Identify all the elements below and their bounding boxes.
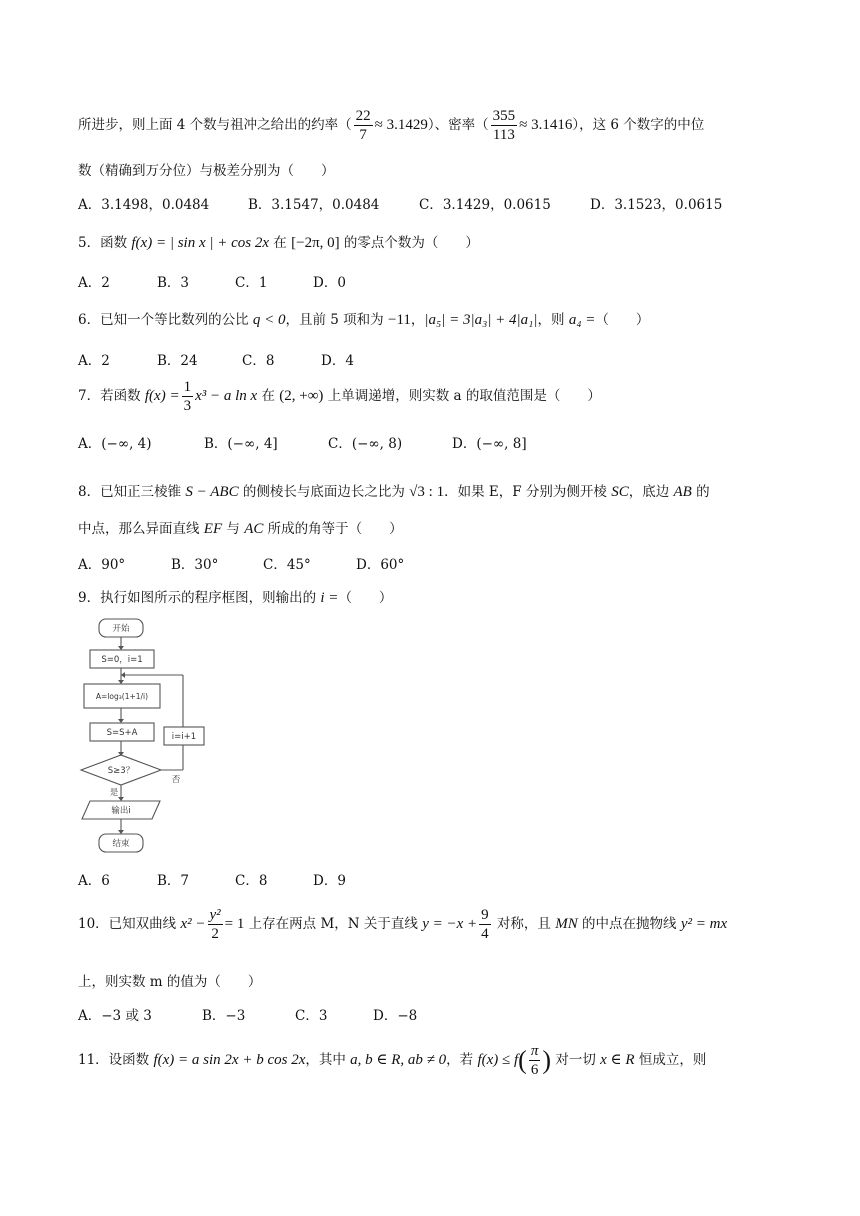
option-b[interactable]: B．(−∞, 4] xyxy=(204,436,278,452)
option-b[interactable]: B．3.1547，0.0484 xyxy=(248,197,380,213)
option-a[interactable]: A．2 xyxy=(78,275,110,291)
q10-line2: 上，则实数 m 的值为（ ） xyxy=(78,974,262,990)
q10-options xyxy=(78,1004,417,1024)
flow-sum-label: S=S+A xyxy=(106,728,138,738)
q10-line1: 10．已知双曲线 x² − $\frac{\text{y²}}{2}$ = 1 上存在两点 M，N 关于直线 y = −x + $\frac{9}{4}$ 对称，且 MN 的中点在抛物线 y² = mx xyxy=(78,907,728,942)
q8-line2: 中点，那么异面直线 EF 与 AC 所成的角等于（ ） xyxy=(78,521,403,537)
option-d[interactable]: D．(−∞, 8] xyxy=(452,436,527,452)
q8-line1: 8．已知正三棱锥 S − ABC 的侧棱长与底面边长之比为 √3 : 1．如果 E，F 分别为侧开棱 SC，底边 AB 的 xyxy=(78,484,710,500)
flow-init-label: S=0，i=1 xyxy=(101,655,143,665)
q11-stem: 11．设函数 f(x) = a sin 2x + b cos 2x，其中 a, b ∈ R, ab ≠ 0，若 f(x) ≤ f( $\frac{\pi}{6}$ ) 对一切 x ∈ R 恒成立，则 xyxy=(78,1043,707,1078)
option-c[interactable]: C．1 xyxy=(235,275,268,291)
option-c[interactable]: C．45° xyxy=(263,557,311,573)
fraction-pi-6: $\frac{\pi}{6}$ xyxy=(530,1043,539,1078)
option-d[interactable]: D．−8 xyxy=(373,1008,418,1024)
flow-end-label: 结束 xyxy=(112,839,130,849)
option-b[interactable]: B．−3 xyxy=(202,1008,246,1024)
option-a[interactable]: A．90° xyxy=(78,557,126,573)
flow-yes-label: 是 xyxy=(109,788,119,798)
fraction-1-3: $\frac{1}{3}$ xyxy=(183,379,192,414)
flow-cond-label: S≥3？ xyxy=(107,766,135,776)
q5-options xyxy=(78,271,346,291)
q4-options xyxy=(78,193,722,213)
option-c[interactable]: C．8 xyxy=(235,873,268,889)
q7-stem: 7．若函数 f(x) = $\frac{1}{3}$ x³ − a ln x 在 (2, +∞) 上单调递增，则实数 a 的取值范围是（ ） xyxy=(78,379,601,414)
option-d[interactable]: D．60° xyxy=(356,557,405,573)
flow-output-label: 输出i xyxy=(111,806,131,816)
option-c[interactable]: C．3.1429，0.0615 xyxy=(419,197,551,213)
option-a[interactable]: A．6 xyxy=(78,873,110,889)
q6-stem: 6．已知一个等比数列的公比 q < 0，且前 5 项和为 −11，|a₅| = 3|a₃| + 4|a₁|，则 a₄ =（ ） xyxy=(78,312,650,328)
q8-options xyxy=(78,553,404,573)
flowchart xyxy=(76,615,276,860)
q9-options xyxy=(78,869,346,889)
fraction-22-7: $\frac{22}{7}$ xyxy=(355,108,371,143)
option-c[interactable]: C．3 xyxy=(295,1008,328,1024)
option-d[interactable]: D．9 xyxy=(313,873,346,889)
flow-no-label: 否 xyxy=(171,775,181,785)
q7-options xyxy=(78,432,527,452)
option-b[interactable]: B．24 xyxy=(157,353,198,369)
option-a[interactable]: A．3.1498，0.0484 xyxy=(78,197,210,213)
option-c[interactable]: C．8 xyxy=(242,353,275,369)
q4-line1: 所进步，则上面 4 个数与祖冲之给出的约率（ $\frac{22}{7}$ ≈ 3.1429）、密率（ $\frac{355}{113}$ ≈ 3.1416），这 6 个数字的中位 xyxy=(78,108,705,143)
q4-line2: 数（精确到万分位）与极差分别为（ ） xyxy=(78,163,335,179)
option-d[interactable]: D．0 xyxy=(313,275,346,291)
flow-start-label: 开始 xyxy=(112,624,130,634)
q5-stem: 5．函数 f(x) = | sin x | + cos 2x 在 [−2π, 0] 的零点个数为（ ） xyxy=(78,235,479,251)
option-d[interactable]: D．4 xyxy=(321,353,354,369)
option-a[interactable]: A．(−∞, 4) xyxy=(78,436,152,452)
option-a[interactable]: A．−3 或 3 xyxy=(78,1008,152,1024)
option-b[interactable]: B．3 xyxy=(157,275,190,291)
option-b[interactable]: B．7 xyxy=(157,873,190,889)
flow-inc-label: i=i+1 xyxy=(171,732,197,742)
fraction-9-4: $\frac{9}{4}$ xyxy=(481,907,489,942)
flow-assign-label: A=log₃(1+1/i) xyxy=(95,692,149,701)
option-d[interactable]: D．3.1523，0.0615 xyxy=(590,197,723,213)
fraction-y2-2: $\frac{\text{y²}}{2}$ xyxy=(209,907,221,942)
option-a[interactable]: A．2 xyxy=(78,353,110,369)
q6-options xyxy=(78,349,354,369)
fraction-355-113: $\frac{355}{113}$ xyxy=(492,108,516,143)
q9-stem: 9．执行如图所示的程序框图，则输出的 i =（ ） xyxy=(78,590,393,606)
option-b[interactable]: B．30° xyxy=(171,557,219,573)
option-c[interactable]: C．(−∞, 8) xyxy=(328,436,403,452)
